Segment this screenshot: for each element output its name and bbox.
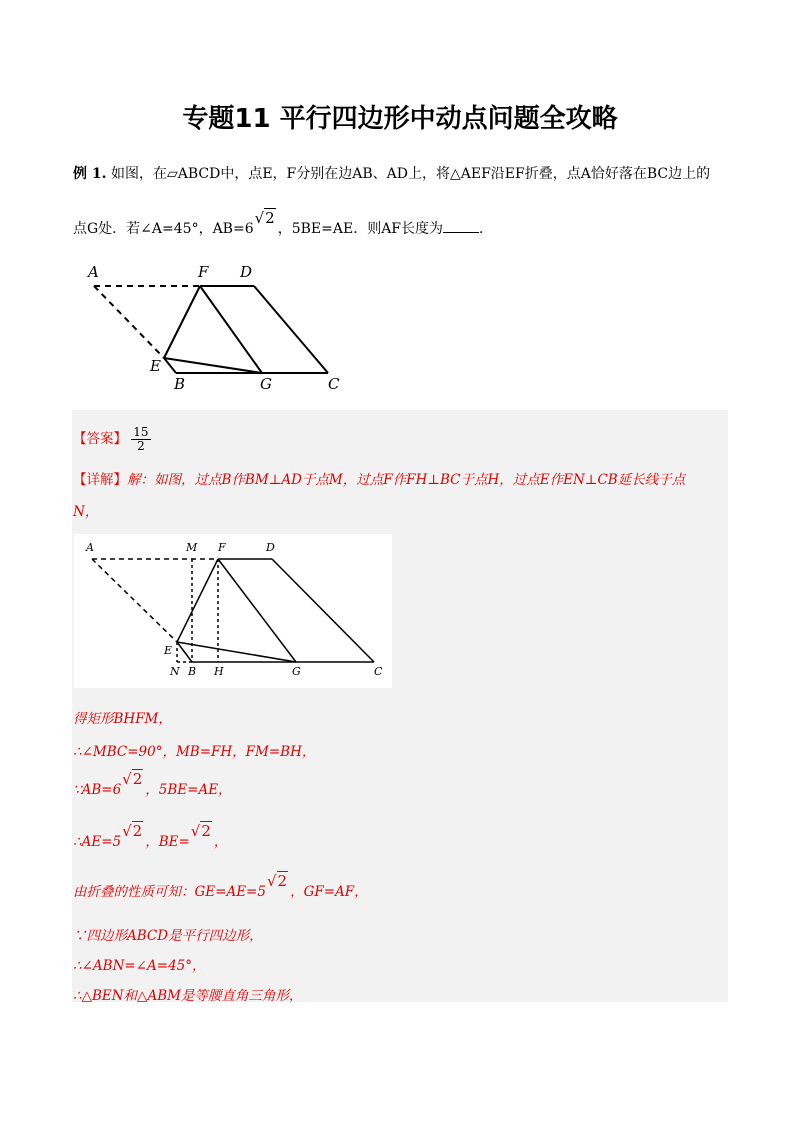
answer-blank bbox=[443, 220, 479, 233]
answer-line bbox=[73, 426, 151, 453]
fig2-label-c: C bbox=[374, 665, 383, 678]
figure-1 bbox=[80, 258, 350, 398]
step-2: ∴∠MBC=90°，MB=FH，FM=BH， bbox=[73, 744, 316, 760]
example-text-2a: 点G处．若∠A=45°，AB=6 bbox=[73, 221, 254, 237]
detail-line-2: N， bbox=[73, 504, 99, 520]
example-text-1: 如图，在▱ABCD中，点E，F分别在边AB、AD上，将△AEF沿EF折叠，点A恰好落在BC边上的 bbox=[110, 166, 711, 182]
sqrt-symbol: √2 bbox=[122, 770, 143, 788]
fig1-label-c: C bbox=[328, 375, 340, 393]
example-text-2b: ，5BE=AE．则AF长度为 bbox=[277, 221, 444, 237]
fig1-label-e: E bbox=[150, 357, 161, 375]
fig1-label-d: D bbox=[240, 263, 253, 281]
fig2-label-m: M bbox=[186, 541, 198, 554]
fig2-label-h: H bbox=[214, 665, 224, 678]
fig2-label-g: G bbox=[292, 665, 301, 678]
step-4: ∴AE=5√2，BE=√2， bbox=[73, 822, 228, 850]
example-line-1 bbox=[73, 163, 710, 183]
fig2-label-b: B bbox=[188, 665, 197, 678]
answer-tag: 【答案】 bbox=[73, 431, 127, 447]
step-3: ∵AB=6√2，5BE=AE， bbox=[73, 770, 232, 798]
sqrt-symbol: √2 bbox=[190, 822, 211, 840]
sqrt-symbol: √2 bbox=[122, 822, 143, 840]
fig1-label-b: B bbox=[174, 375, 186, 393]
fig2-label-f: F bbox=[218, 541, 226, 554]
fig2-label-d: D bbox=[266, 541, 275, 554]
detail-line-1 bbox=[73, 468, 685, 488]
sqrt-symbol: √2 bbox=[266, 872, 288, 890]
fig1-fg bbox=[200, 286, 262, 373]
fig2-label-n: N bbox=[170, 665, 180, 678]
step-8: ∴△BEN和△ABM是等腰直角三角形， bbox=[73, 988, 303, 1004]
answer-fraction: $\frac{15}{2}$ bbox=[133, 425, 149, 453]
example-label: 例 1. bbox=[73, 166, 107, 182]
sqrt-symbol: √2 bbox=[254, 209, 275, 227]
step-6: ∵四边形ABCD是平行四边形， bbox=[73, 928, 263, 944]
detail-tag: 【详解】 bbox=[73, 472, 127, 488]
step-1: 得矩形BHFM， bbox=[73, 711, 172, 727]
detail-text-1: 解：如图，过点B作BM⊥AD于点M，过点F作FH⊥BC于点H，过点E作EN⊥CB延长线于点 bbox=[127, 472, 686, 488]
fig2-label-a: A bbox=[86, 541, 94, 554]
fig1-label-f: F bbox=[198, 263, 209, 281]
example-line-2: 点G处．若∠A=45°，AB=6√2，5BE=AE．则AF长度为 ． bbox=[73, 209, 494, 237]
figure-2 bbox=[74, 534, 392, 688]
fig1-label-g: G bbox=[260, 375, 272, 393]
fig1-ef bbox=[164, 286, 200, 358]
fig2-label-e: E bbox=[164, 644, 173, 657]
solution-panel bbox=[72, 410, 728, 1002]
fig1-label-a: A bbox=[88, 263, 99, 281]
fig1-eg bbox=[164, 358, 262, 373]
fig1-dashed-ae bbox=[94, 286, 164, 358]
page-title: 专题11 平行四边形中动点问题全攻略 bbox=[182, 104, 618, 134]
fig1-dc bbox=[254, 286, 328, 373]
step-5: 由折叠的性质可知：GE=AE=5√2，GF=AF， bbox=[73, 872, 368, 900]
step-7: ∴∠ABN=∠A=45°， bbox=[73, 958, 206, 974]
